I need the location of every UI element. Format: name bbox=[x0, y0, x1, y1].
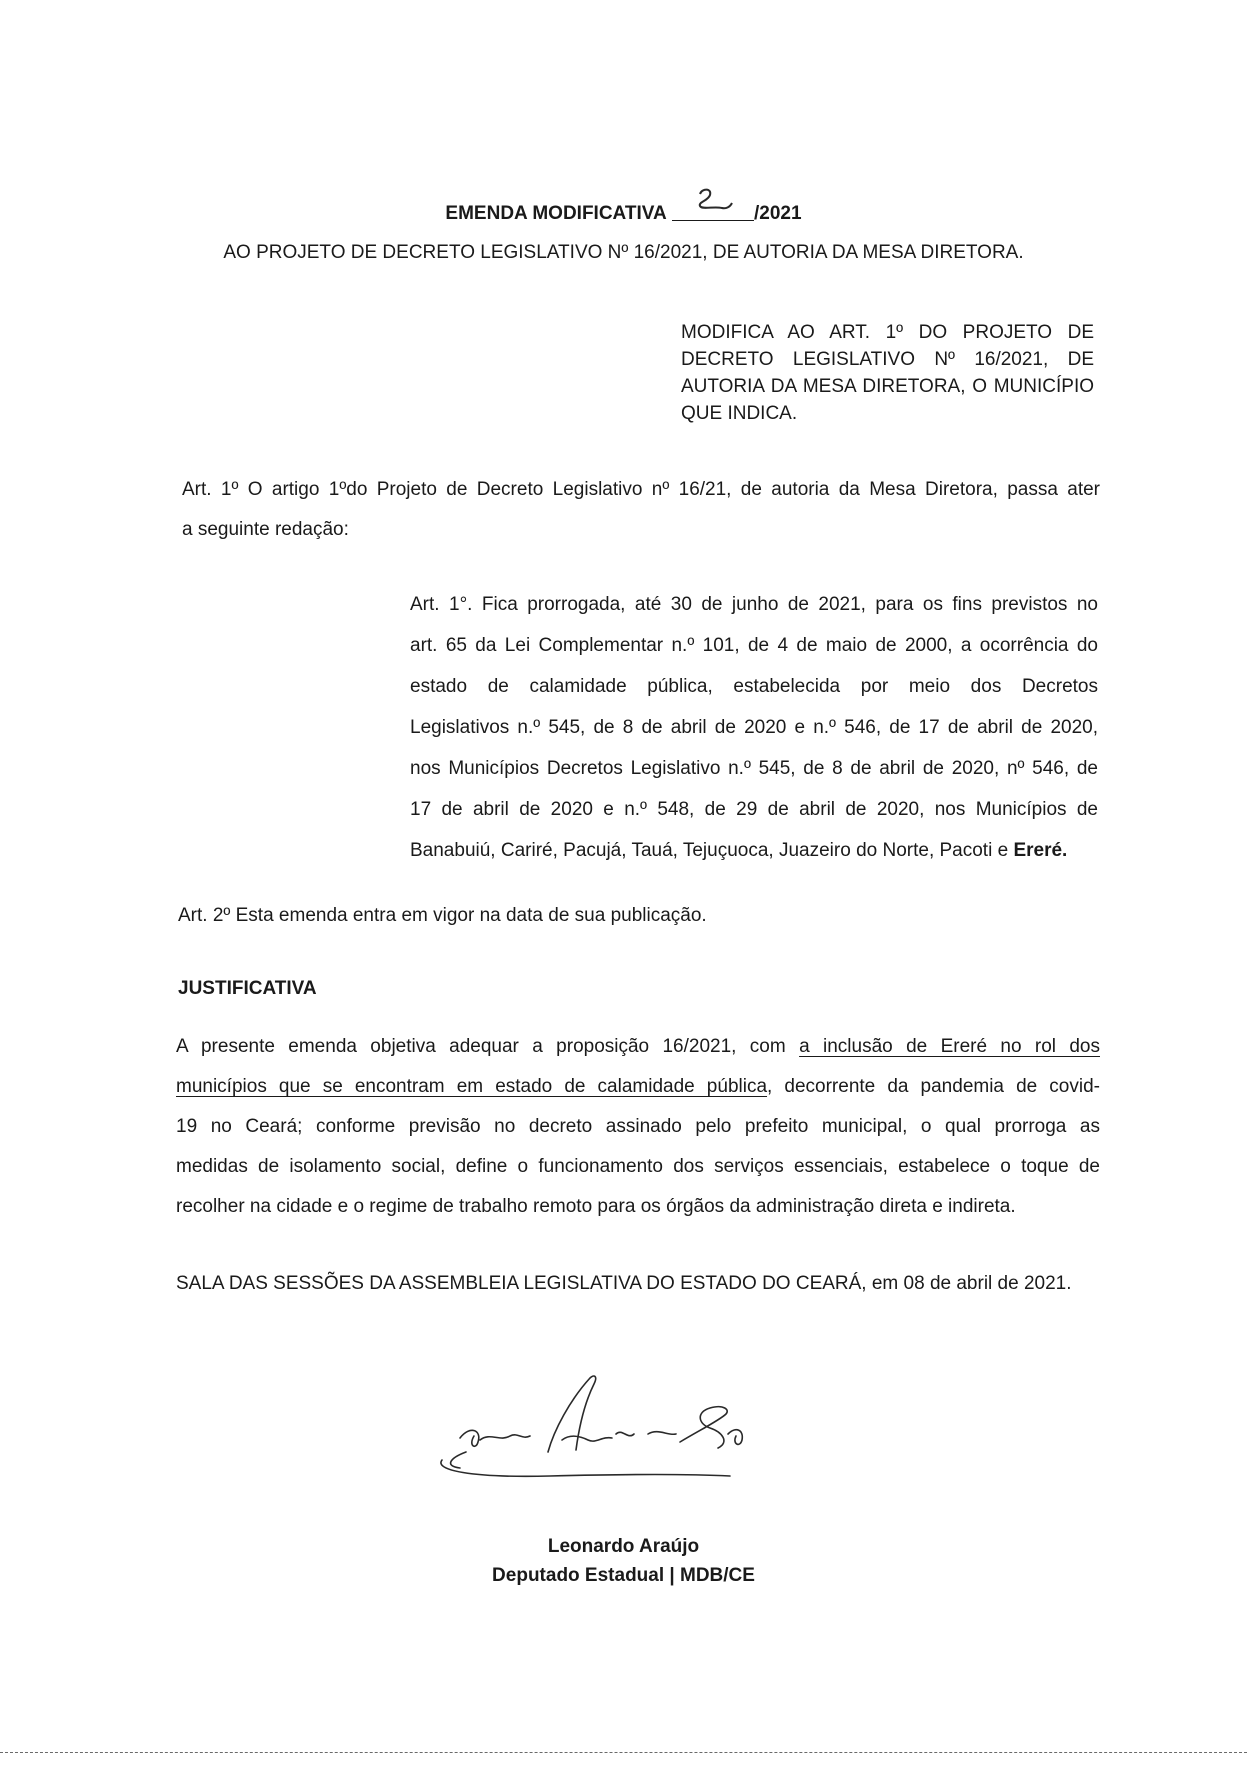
justification-line: medidas de isolamento social, define o funcionamento dos serviços essenciais, estabelece o toque de bbox=[176, 1156, 1100, 1177]
signatory-role: Deputado Estadual | MDB/CE bbox=[492, 1565, 755, 1586]
justification-text: A presente emenda objetiva adequar a proposição 16/2021, com bbox=[176, 1036, 800, 1057]
article-1-paragraph bbox=[182, 470, 1100, 550]
justification-line: 19 no Ceará; conforme previsão no decreto assinado pelo prefeito municipal, o qual prorroga as bbox=[176, 1116, 1100, 1137]
article-2-paragraph: Art. 2º Esta emenda entra em vigor na data de sua publicação. bbox=[178, 905, 707, 926]
ementa-line: QUE INDICA. bbox=[681, 403, 798, 424]
justification-line bbox=[176, 1027, 1100, 1067]
signatory-name: Leonardo Araújo bbox=[547, 1536, 700, 1557]
quoted-line: nos Municípios Decretos Legislativo n.º 545, de 8 de abril de 2020, nº 546, de bbox=[410, 758, 1098, 779]
quoted-article-block bbox=[410, 584, 1098, 871]
page-bottom-edge bbox=[0, 1752, 1247, 1753]
underlined-text: municípios que se encontram em estado de calamidade pública bbox=[176, 1076, 768, 1097]
handwritten-number-mark bbox=[692, 186, 736, 216]
underlined-text: a inclusão de Ereré no rol dos bbox=[799, 1036, 1100, 1057]
justification-line bbox=[176, 1067, 1100, 1107]
quoted-line: art. 65 da Lei Complementar n.º 101, de 4 de maio de 2000, a ocorrência do bbox=[410, 635, 1098, 656]
document-subtitle: AO PROJETO DE DECRETO LEGISLATIVO Nº 16/2021, DE AUTORIA DA MESA DIRETORA. bbox=[223, 242, 1024, 263]
ementa-block bbox=[681, 319, 1094, 427]
justification-text: , decorrente da pandemia de covid- bbox=[767, 1076, 1100, 1097]
ementa-line: MODIFICA AO ART. 1º DO PROJETO DE bbox=[681, 322, 1094, 343]
justification-heading: JUSTIFICATIVA bbox=[178, 978, 317, 999]
amendment-number-handwritten bbox=[672, 200, 754, 221]
justification-line: recolher na cidade e o regime de trabalho remoto para os órgãos da administração direta e indireta. bbox=[176, 1196, 1016, 1217]
ementa-line: DECRETO LEGISLATIVO Nº 16/2021, DE bbox=[681, 349, 1094, 370]
municipality-highlight: Ereré. bbox=[1013, 840, 1068, 861]
ementa-line: AUTORIA DA MESA DIRETORA, O MUNICÍPIO bbox=[681, 376, 1094, 397]
closing-line: SALA DAS SESSÕES DA ASSEMBLEIA LEGISLATIVA DO ESTADO DO CEARÁ, em 08 de abril de 2021. bbox=[176, 1273, 1072, 1294]
document-title bbox=[0, 200, 1247, 227]
paragraph-line: Art. 1º O artigo 1ºdo Projeto de Decreto Legislativo nº 16/21, de autoria da Mesa Diretora, passa ater bbox=[182, 479, 1100, 500]
quoted-line: estado de calamidade pública, estabelecida por meio dos Decretos bbox=[410, 676, 1098, 697]
quoted-line-prefix: Banabuiú, Cariré, Pacujá, Tauá, Tejuçuoca, Juazeiro do Norte, Pacoti e bbox=[410, 840, 1014, 861]
title-prefix: EMENDA MODIFICATIVA bbox=[445, 203, 667, 224]
quoted-line: 17 de abril de 2020 e n.º 548, de 29 de abril de 2020, nos Municípios de bbox=[410, 799, 1098, 820]
justification-paragraph bbox=[176, 1027, 1100, 1227]
quoted-line: Art. 1°. Fica prorrogada, até 30 de junho de 2021, para os fins previstos no bbox=[410, 594, 1098, 615]
quoted-last-line bbox=[410, 830, 1098, 871]
title-suffix: /2021 bbox=[754, 203, 802, 224]
paragraph-line: a seguinte redação: bbox=[182, 519, 349, 540]
quoted-line: Legislativos n.º 545, de 8 de abril de 2020 e n.º 546, de 17 de abril de 2020, bbox=[410, 717, 1098, 738]
handwritten-signature bbox=[430, 1370, 810, 1480]
